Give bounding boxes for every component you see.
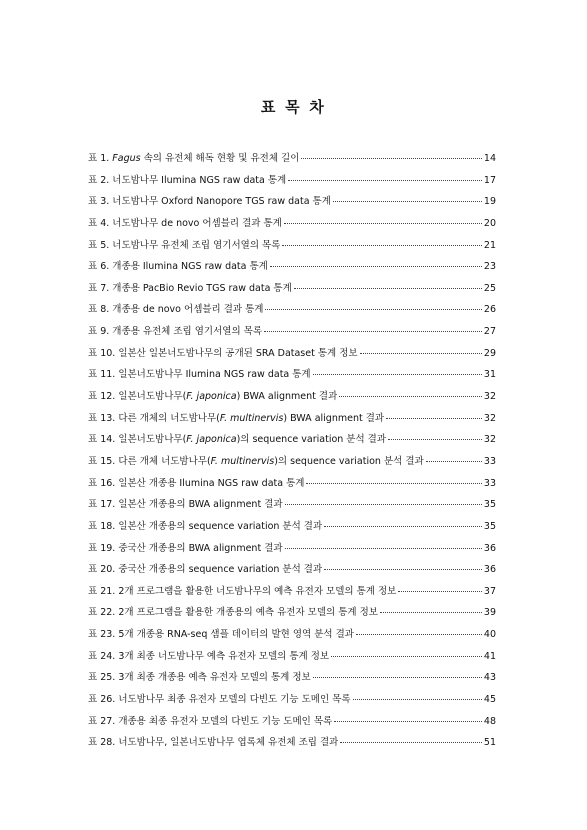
toc-entry[interactable] bbox=[88, 323, 496, 345]
dot-leader bbox=[264, 330, 482, 332]
dot-leader bbox=[426, 460, 482, 462]
dot-leader bbox=[360, 352, 482, 354]
toc-entry-label: 표 6. 개종용 Ilumina NGS raw data 통계 bbox=[88, 261, 268, 273]
toc-entry[interactable] bbox=[88, 475, 496, 497]
toc-entry-page-number: 26 bbox=[483, 304, 496, 316]
toc-entry[interactable] bbox=[88, 431, 496, 453]
toc-entry-label: 표 22. 2개 프로그램을 활용한 개종용의 예측 유전자 모델의 통계 정보 bbox=[88, 607, 378, 619]
toc-entry-label: 표 11. 일본너도밤나무 Ilumina NGS raw data 통계 bbox=[88, 369, 311, 381]
toc-entry[interactable] bbox=[88, 301, 496, 323]
toc-entry-label: 표 20. 중국산 개종용의 sequence variation 분석 결과 bbox=[88, 564, 323, 576]
toc-entry[interactable] bbox=[88, 540, 496, 562]
toc-entry-label: 표 7. 개종용 PacBio Revio TGS raw data 통계 bbox=[88, 282, 292, 294]
toc-entry-page-number: 43 bbox=[483, 672, 496, 684]
dot-leader bbox=[265, 308, 481, 310]
toc-entry-page-number: 25 bbox=[483, 282, 496, 294]
dot-leader bbox=[398, 590, 482, 592]
toc-entry[interactable] bbox=[88, 258, 496, 280]
toc-entry-label: 표 13. 다른 개체의 너도밤나무(F. multinervis) BWA alignment 결과 bbox=[88, 412, 385, 424]
toc-entry-page-number: 29 bbox=[483, 347, 496, 359]
dot-leader bbox=[324, 568, 482, 570]
toc-entry-label: 표 12. 일본너도밤나무(F. japonica) BWA alignment 결과 bbox=[88, 391, 338, 403]
toc-entry-page-number: 40 bbox=[483, 629, 496, 641]
toc-entry-label: 표 9. 개종용 유전체 조립 염기서열의 목록 bbox=[88, 326, 263, 338]
toc-entry-page-number: 33 bbox=[483, 477, 496, 489]
toc-entry-page-number: 48 bbox=[483, 715, 496, 727]
dot-leader bbox=[306, 482, 481, 484]
dot-leader bbox=[284, 222, 482, 224]
toc-entry-page-number: 23 bbox=[483, 261, 496, 273]
toc-entry-page-number: 27 bbox=[483, 326, 496, 338]
toc-entry-page-number: 35 bbox=[483, 520, 496, 532]
toc-entry-page-number: 37 bbox=[483, 585, 496, 597]
toc-entry-page-number: 14 bbox=[483, 153, 496, 164]
toc-entry-page-number: 39 bbox=[483, 607, 496, 619]
toc-entry-page-number: 20 bbox=[483, 217, 496, 229]
dot-leader bbox=[324, 525, 482, 527]
toc-entry-label: 표 25. 3개 최종 개종용 예측 유전자 모델의 통계 정보 bbox=[88, 672, 311, 684]
dot-leader bbox=[333, 200, 482, 202]
toc-entry-page-number: 31 bbox=[483, 369, 496, 381]
toc-entry-label: 표 15. 다른 개체 너도밤나무(F. multinervis)의 sequence variation 분석 결과 bbox=[88, 455, 424, 467]
dot-leader bbox=[340, 741, 482, 743]
toc-entry[interactable] bbox=[88, 345, 496, 367]
dot-leader bbox=[313, 373, 482, 375]
toc-entry-page-number: 36 bbox=[483, 542, 496, 554]
toc-entry-label: 표 27. 개종용 최종 유전자 모델의 다빈도 기능 도메인 목록 bbox=[88, 715, 333, 727]
toc-entry[interactable] bbox=[88, 410, 496, 432]
toc-entry-page-number: 33 bbox=[483, 455, 496, 467]
toc-entry-label: 표 28. 너도밤나무, 일본너도밤나무 엽록체 유전체 조립 결과 bbox=[88, 737, 339, 749]
toc-entry-label: 표 21. 2개 프로그램을 활용한 너도밤나무의 예측 유전자 모델의 통계 정보 bbox=[88, 585, 397, 597]
toc-entry[interactable] bbox=[88, 713, 496, 735]
toc-entry[interactable] bbox=[88, 453, 496, 475]
toc-entry-label: 표 2. 너도밤나무 Ilumina NGS raw data 통계 bbox=[88, 174, 287, 186]
toc-entry[interactable] bbox=[88, 496, 496, 518]
dot-leader bbox=[380, 611, 482, 613]
toc-entry-page-number: 51 bbox=[483, 737, 496, 749]
toc-entry-label: 표 3. 너도밤나무 Oxford Nanopore TGS raw data 통계 bbox=[88, 196, 331, 208]
toc-entry[interactable] bbox=[88, 237, 496, 259]
dot-leader bbox=[339, 395, 482, 397]
toc-entry-label: 표 10. 일본산 일본너도밤나무의 공개된 SRA Dataset 통계 정보 bbox=[88, 347, 358, 359]
dot-leader bbox=[288, 179, 482, 181]
dot-leader bbox=[356, 633, 482, 635]
toc-entry[interactable] bbox=[88, 366, 496, 388]
dot-leader bbox=[331, 655, 482, 657]
toc-entry-label: 표 4. 너도밤나무 de novo 어셈블리 결과 통계 bbox=[88, 217, 282, 229]
toc-entry[interactable] bbox=[88, 388, 496, 410]
toc-entry-label: 표 19. 중국산 개종용의 BWA alignment 결과 bbox=[88, 542, 283, 554]
toc-entry[interactable] bbox=[88, 215, 496, 237]
toc-entry[interactable] bbox=[88, 669, 496, 691]
page-title: 표 목 차 bbox=[260, 98, 327, 116]
toc-entry[interactable] bbox=[88, 150, 496, 172]
dot-leader bbox=[334, 720, 482, 722]
toc-entry[interactable] bbox=[88, 280, 496, 302]
toc-entry-page-number: 36 bbox=[483, 564, 496, 576]
dot-leader bbox=[313, 676, 482, 678]
toc-entry-label: 표 23. 5개 개종용 RNA-seq 샘플 데이터의 발현 영역 분석 결과 bbox=[88, 629, 354, 641]
toc-entry[interactable] bbox=[88, 648, 496, 670]
toc-entry-page-number: 21 bbox=[483, 239, 496, 251]
dot-leader bbox=[270, 265, 482, 267]
toc-entry-label: 표 8. 개종용 de novo 어셈블리 결과 통계 bbox=[88, 304, 264, 316]
toc-entry-page-number: 32 bbox=[483, 391, 496, 403]
table-of-contents bbox=[88, 150, 496, 756]
dot-leader bbox=[353, 698, 482, 700]
toc-entry[interactable] bbox=[88, 734, 496, 756]
toc-entry[interactable] bbox=[88, 518, 496, 540]
toc-entry-page-number: 35 bbox=[483, 499, 496, 511]
toc-entry-label: 표 17. 일본산 개종용의 BWA alignment 결과 bbox=[88, 499, 283, 511]
dot-leader bbox=[386, 417, 482, 419]
toc-entry-page-number: 19 bbox=[483, 196, 496, 208]
dot-leader bbox=[285, 547, 482, 549]
toc-entry-label: 표 16. 일본산 개종용 Ilumina NGS raw data 통계 bbox=[88, 477, 305, 489]
toc-entry[interactable] bbox=[88, 172, 496, 194]
dot-leader bbox=[294, 287, 482, 289]
toc-entry-label: 표 18. 일본산 개종용의 sequence variation 분석 결과 bbox=[88, 520, 323, 532]
dot-leader bbox=[282, 244, 482, 246]
toc-entry[interactable] bbox=[88, 583, 496, 605]
toc-entry-label: 표 5. 너도밤나무 유전체 조립 염기서열의 목록 bbox=[88, 239, 281, 251]
toc-entry-page-number: 17 bbox=[483, 174, 496, 186]
toc-entry-label: 표 24. 3개 최종 너도밤나무 예측 유전자 모델의 통계 정보 bbox=[88, 650, 330, 662]
toc-entry[interactable] bbox=[88, 604, 496, 626]
toc-entry-page-number: 41 bbox=[483, 650, 496, 662]
toc-entry-label: 표 14. 일본너도밤나무(F. japonica)의 sequence variation 분석 결과 bbox=[88, 434, 387, 446]
toc-entry-label: 표 1. Fagus 속의 유전체 해독 현황 및 유전체 길이 bbox=[88, 153, 300, 164]
toc-entry-page-number: 32 bbox=[483, 434, 496, 446]
toc-entry-page-number: 32 bbox=[483, 412, 496, 424]
toc-entry[interactable] bbox=[88, 561, 496, 583]
toc-entry-page-number: 45 bbox=[483, 694, 496, 706]
dot-leader bbox=[388, 438, 482, 440]
toc-entry[interactable] bbox=[88, 193, 496, 215]
toc-entry[interactable] bbox=[88, 691, 496, 713]
toc-entry-label: 표 26. 너도밤나무 최종 유전자 모델의 다빈도 기능 도메인 목록 bbox=[88, 694, 351, 706]
dot-leader bbox=[285, 503, 482, 505]
dot-leader bbox=[301, 157, 482, 159]
toc-entry[interactable] bbox=[88, 626, 496, 648]
